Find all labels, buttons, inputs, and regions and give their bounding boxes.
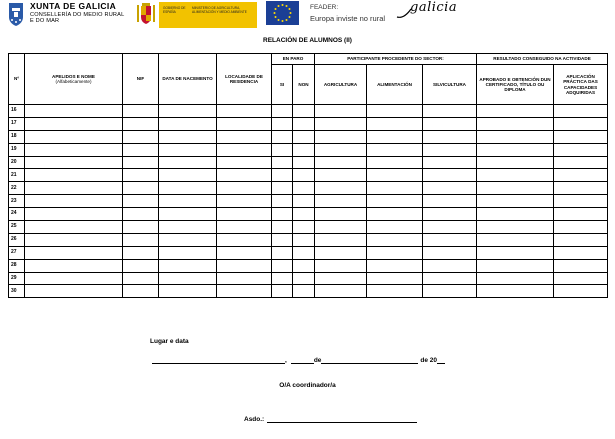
group-unemployed: EN PARO <box>272 54 315 65</box>
nif-cell[interactable] <box>123 272 159 285</box>
forestry-cell[interactable] <box>423 272 477 285</box>
signed-label: Asdo.: <box>244 416 265 423</box>
day-field[interactable] <box>291 357 314 364</box>
approved-cell[interactable] <box>477 221 554 234</box>
residence-cell[interactable] <box>217 182 272 195</box>
food-cell[interactable] <box>367 272 423 285</box>
government-label: GOBIERNO DE ESPAÑA <box>163 6 186 14</box>
residence-cell[interactable] <box>217 208 272 221</box>
table-row <box>9 195 608 208</box>
nif-cell[interactable] <box>123 221 159 234</box>
table-header-row-1 <box>9 54 608 65</box>
food-cell[interactable] <box>367 195 423 208</box>
birth-date-cell[interactable] <box>159 105 217 118</box>
nif-cell[interactable] <box>123 156 159 169</box>
col-unemployed-no: NON <box>293 65 315 105</box>
nif-cell[interactable] <box>123 233 159 246</box>
unemployed-yes-cell[interactable] <box>272 130 293 143</box>
birth-date-cell[interactable] <box>159 285 217 298</box>
practical-cell[interactable] <box>554 221 608 234</box>
unemployed-yes-cell[interactable] <box>272 105 293 118</box>
approved-cell[interactable] <box>477 259 554 272</box>
signature-line <box>244 416 417 423</box>
practical-cell[interactable] <box>554 208 608 221</box>
name-cell[interactable] <box>25 195 123 208</box>
col-nif: NIF <box>123 54 159 105</box>
col-food: ALIMENTACIÓN <box>367 65 423 105</box>
birth-date-cell[interactable] <box>159 259 217 272</box>
practical-cell[interactable] <box>554 285 608 298</box>
food-cell[interactable] <box>367 143 423 156</box>
birth-date-cell[interactable] <box>159 246 217 259</box>
unemployed-no-cell[interactable] <box>293 246 315 259</box>
group-result: RESULTADO CONSEGUIDO NA ACTIVIDADE <box>477 54 608 65</box>
food-cell[interactable] <box>367 208 423 221</box>
birth-date-cell[interactable] <box>159 156 217 169</box>
name-cell[interactable] <box>25 272 123 285</box>
agriculture-cell[interactable] <box>315 233 367 246</box>
nif-cell[interactable] <box>123 208 159 221</box>
residence-cell[interactable] <box>217 117 272 130</box>
galicia-wordmark: galicia <box>410 0 458 15</box>
forestry-cell[interactable] <box>423 233 477 246</box>
approved-cell[interactable] <box>477 272 554 285</box>
name-cell[interactable] <box>25 259 123 272</box>
col-approved: APROBADO E OBTENCIÓN DUN CERTIFICADO, TÍTULO OU DIPLOMA <box>477 65 554 105</box>
unemployed-yes-cell[interactable] <box>272 208 293 221</box>
unemployed-yes-cell[interactable] <box>272 169 293 182</box>
date-of-2: de 20 <box>420 357 438 364</box>
approved-cell[interactable] <box>477 195 554 208</box>
unemployed-yes-cell[interactable] <box>272 285 293 298</box>
forestry-cell[interactable] <box>423 221 477 234</box>
ministry-label: MINISTERIO DE AGRICULTURA, ALIMENTACIÓN Y MEDIO AMBIENTE <box>192 6 247 14</box>
row-number: 16 <box>9 105 25 118</box>
practical-cell[interactable] <box>554 130 608 143</box>
food-cell[interactable] <box>367 105 423 118</box>
agriculture-cell[interactable] <box>315 105 367 118</box>
students-table <box>8 53 608 298</box>
table-row <box>9 117 608 130</box>
agriculture-cell[interactable] <box>315 130 367 143</box>
approved-cell[interactable] <box>477 169 554 182</box>
birth-date-cell[interactable] <box>159 195 217 208</box>
food-cell[interactable] <box>367 285 423 298</box>
unemployed-yes-cell[interactable] <box>272 117 293 130</box>
unemployed-yes-cell[interactable] <box>272 259 293 272</box>
table-row <box>9 285 608 298</box>
forestry-cell[interactable] <box>423 182 477 195</box>
place-field[interactable] <box>152 357 285 364</box>
practical-cell[interactable] <box>554 105 608 118</box>
date-line <box>152 357 445 364</box>
agriculture-cell[interactable] <box>315 272 367 285</box>
col-agriculture: AGRICULTURA <box>315 65 367 105</box>
food-cell[interactable] <box>367 117 423 130</box>
practical-cell[interactable] <box>554 259 608 272</box>
approved-cell[interactable] <box>477 156 554 169</box>
birth-date-cell[interactable] <box>159 182 217 195</box>
galicia-brand-logo <box>396 0 466 22</box>
table-row <box>9 143 608 156</box>
approved-cell[interactable] <box>477 182 554 195</box>
approved-cell[interactable] <box>477 233 554 246</box>
agriculture-cell[interactable] <box>315 221 367 234</box>
month-field[interactable] <box>321 357 418 364</box>
birth-date-cell[interactable] <box>159 233 217 246</box>
name-cell[interactable] <box>25 117 123 130</box>
forestry-cell[interactable] <box>423 285 477 298</box>
row-number: 19 <box>9 143 25 156</box>
unemployed-yes-cell[interactable] <box>272 221 293 234</box>
page-title: RELACIÓN DE ALUMNOS (II) <box>263 37 352 44</box>
agriculture-cell[interactable] <box>315 169 367 182</box>
forestry-cell[interactable] <box>423 105 477 118</box>
approved-cell[interactable] <box>477 105 554 118</box>
col-unemployed-yes: SI <box>272 65 293 105</box>
unemployed-yes-cell[interactable] <box>272 182 293 195</box>
unemployed-no-cell[interactable] <box>293 259 315 272</box>
agriculture-cell[interactable] <box>315 259 367 272</box>
row-number: 29 <box>9 272 25 285</box>
birth-date-cell[interactable] <box>159 221 217 234</box>
table-row <box>9 182 608 195</box>
table-row <box>9 259 608 272</box>
approved-cell[interactable] <box>477 208 554 221</box>
row-number: 27 <box>9 246 25 259</box>
forestry-cell[interactable] <box>423 259 477 272</box>
eu-flag-icon <box>266 1 299 25</box>
row-number: 22 <box>9 182 25 195</box>
spain-government-logo <box>135 2 259 28</box>
table-row <box>9 221 608 234</box>
table-row <box>9 246 608 259</box>
agriculture-cell[interactable] <box>315 156 367 169</box>
table-row <box>9 169 608 182</box>
forestry-cell[interactable] <box>423 130 477 143</box>
galicia-crest-icon <box>6 1 26 27</box>
practical-cell[interactable] <box>554 156 608 169</box>
residence-cell[interactable] <box>217 105 272 118</box>
forestry-cell[interactable] <box>423 195 477 208</box>
xunta-logo <box>6 1 128 29</box>
row-number: 20 <box>9 156 25 169</box>
row-number: 25 <box>9 221 25 234</box>
unemployed-no-cell[interactable] <box>293 182 315 195</box>
group-sector: PARTICIPANTE PROCEDENTE DO SECTOR: <box>315 54 477 65</box>
residence-cell[interactable] <box>217 285 272 298</box>
row-number: 18 <box>9 130 25 143</box>
residence-cell[interactable] <box>217 246 272 259</box>
practical-cell[interactable] <box>554 143 608 156</box>
agriculture-cell[interactable] <box>315 117 367 130</box>
unemployed-no-cell[interactable] <box>293 195 315 208</box>
col-name: APELIDOS E NOME (Alfabeticamente) <box>25 54 123 105</box>
unemployed-yes-cell[interactable] <box>272 272 293 285</box>
table-row <box>9 130 608 143</box>
residence-cell[interactable] <box>217 156 272 169</box>
forestry-cell[interactable] <box>423 246 477 259</box>
unemployed-no-cell[interactable] <box>293 208 315 221</box>
nif-cell[interactable] <box>123 105 159 118</box>
col-practical: APLICACIÓN PRÁCTICA DAS CAPACIDADES ADQUIRIDAS <box>554 65 608 105</box>
forestry-cell[interactable] <box>423 208 477 221</box>
practical-cell[interactable] <box>554 272 608 285</box>
food-cell[interactable] <box>367 130 423 143</box>
nif-cell[interactable] <box>123 285 159 298</box>
agriculture-cell[interactable] <box>315 143 367 156</box>
food-cell[interactable] <box>367 169 423 182</box>
name-cell[interactable] <box>25 182 123 195</box>
name-cell[interactable] <box>25 143 123 156</box>
practical-cell[interactable] <box>554 195 608 208</box>
name-cell[interactable] <box>25 156 123 169</box>
forestry-cell[interactable] <box>423 156 477 169</box>
food-cell[interactable] <box>367 221 423 234</box>
residence-cell[interactable] <box>217 272 272 285</box>
unemployed-yes-cell[interactable] <box>272 143 293 156</box>
unemployed-yes-cell[interactable] <box>272 233 293 246</box>
residence-cell[interactable] <box>217 195 272 208</box>
approved-cell[interactable] <box>477 246 554 259</box>
name-cell[interactable] <box>25 208 123 221</box>
unemployed-yes-cell[interactable] <box>272 156 293 169</box>
birth-date-cell[interactable] <box>159 117 217 130</box>
unemployed-no-cell[interactable] <box>293 233 315 246</box>
unemployed-no-cell[interactable] <box>293 105 315 118</box>
agriculture-cell[interactable] <box>315 285 367 298</box>
forestry-cell[interactable] <box>423 143 477 156</box>
unemployed-no-cell[interactable] <box>293 285 315 298</box>
unemployed-yes-cell[interactable] <box>272 195 293 208</box>
col-residence: LOCALIDADE DE RESIDENCIA <box>217 54 272 105</box>
row-number: 23 <box>9 195 25 208</box>
unemployed-no-cell[interactable] <box>293 221 315 234</box>
birth-date-cell[interactable] <box>159 169 217 182</box>
name-cell[interactable] <box>25 285 123 298</box>
practical-cell[interactable] <box>554 182 608 195</box>
birth-date-cell[interactable] <box>159 143 217 156</box>
approved-cell[interactable] <box>477 143 554 156</box>
residence-cell[interactable] <box>217 259 272 272</box>
table-row <box>9 233 608 246</box>
forestry-cell[interactable] <box>423 169 477 182</box>
signature-field[interactable] <box>267 416 417 423</box>
unemployed-no-cell[interactable] <box>293 117 315 130</box>
row-number: 24 <box>9 208 25 221</box>
nif-cell[interactable] <box>123 117 159 130</box>
unemployed-no-cell[interactable] <box>293 272 315 285</box>
xunta-name: XUNTA DE GALICIA <box>30 1 117 11</box>
nif-cell[interactable] <box>123 195 159 208</box>
header-logos <box>0 0 615 30</box>
date-comma: , <box>285 357 287 364</box>
nif-cell[interactable] <box>123 169 159 182</box>
practical-cell[interactable] <box>554 246 608 259</box>
food-cell[interactable] <box>367 182 423 195</box>
table-row <box>9 105 608 118</box>
name-cell[interactable] <box>25 169 123 182</box>
table-row <box>9 156 608 169</box>
feader-label: FEADER: <box>310 4 339 11</box>
forestry-cell[interactable] <box>423 117 477 130</box>
name-cell[interactable] <box>25 233 123 246</box>
nif-cell[interactable] <box>123 143 159 156</box>
unemployed-no-cell[interactable] <box>293 156 315 169</box>
name-cell[interactable] <box>25 246 123 259</box>
nif-cell[interactable] <box>123 182 159 195</box>
agriculture-cell[interactable] <box>315 246 367 259</box>
nif-cell[interactable] <box>123 246 159 259</box>
unemployed-yes-cell[interactable] <box>272 246 293 259</box>
approved-cell[interactable] <box>477 130 554 143</box>
unemployed-no-cell[interactable] <box>293 169 315 182</box>
place-date-label: Lugar e data <box>150 338 189 345</box>
spain-coat-of-arms-icon <box>135 2 157 26</box>
coordinator-label: O/A coordinador/a <box>279 382 336 389</box>
food-cell[interactable] <box>367 246 423 259</box>
approved-cell[interactable] <box>477 285 554 298</box>
practical-cell[interactable] <box>554 117 608 130</box>
food-cell[interactable] <box>367 233 423 246</box>
row-number: 28 <box>9 259 25 272</box>
table-row <box>9 272 608 285</box>
xunta-department: CONSELLERÍA DO MEDIO RURAL E DO MAR <box>30 12 125 25</box>
practical-cell[interactable] <box>554 233 608 246</box>
birth-date-cell[interactable] <box>159 272 217 285</box>
col-forestry: SILVICULTURA <box>423 65 477 105</box>
nif-cell[interactable] <box>123 130 159 143</box>
feader-slogan: Europa inviste no rural <box>310 14 386 23</box>
residence-cell[interactable] <box>217 221 272 234</box>
row-number: 30 <box>9 285 25 298</box>
col-birth-date: DATA DE NACEMENTO <box>159 54 217 105</box>
food-cell[interactable] <box>367 156 423 169</box>
residence-cell[interactable] <box>217 233 272 246</box>
table-row <box>9 208 608 221</box>
birth-date-cell[interactable] <box>159 208 217 221</box>
date-of-1: de <box>313 357 322 364</box>
residence-cell[interactable] <box>217 143 272 156</box>
name-cell[interactable] <box>25 221 123 234</box>
practical-cell[interactable] <box>554 169 608 182</box>
year-field[interactable] <box>437 357 445 364</box>
agriculture-cell[interactable] <box>315 208 367 221</box>
name-cell[interactable] <box>25 105 123 118</box>
approved-cell[interactable] <box>477 117 554 130</box>
name-cell[interactable] <box>25 130 123 143</box>
birth-date-cell[interactable] <box>159 130 217 143</box>
unemployed-no-cell[interactable] <box>293 130 315 143</box>
row-number: 21 <box>9 169 25 182</box>
col-number: Nº <box>9 54 25 105</box>
residence-cell[interactable] <box>217 130 272 143</box>
food-cell[interactable] <box>367 259 423 272</box>
agriculture-cell[interactable] <box>315 195 367 208</box>
unemployed-no-cell[interactable] <box>293 143 315 156</box>
residence-cell[interactable] <box>217 169 272 182</box>
nif-cell[interactable] <box>123 259 159 272</box>
row-number: 17 <box>9 117 25 130</box>
agriculture-cell[interactable] <box>315 182 367 195</box>
row-number: 26 <box>9 233 25 246</box>
